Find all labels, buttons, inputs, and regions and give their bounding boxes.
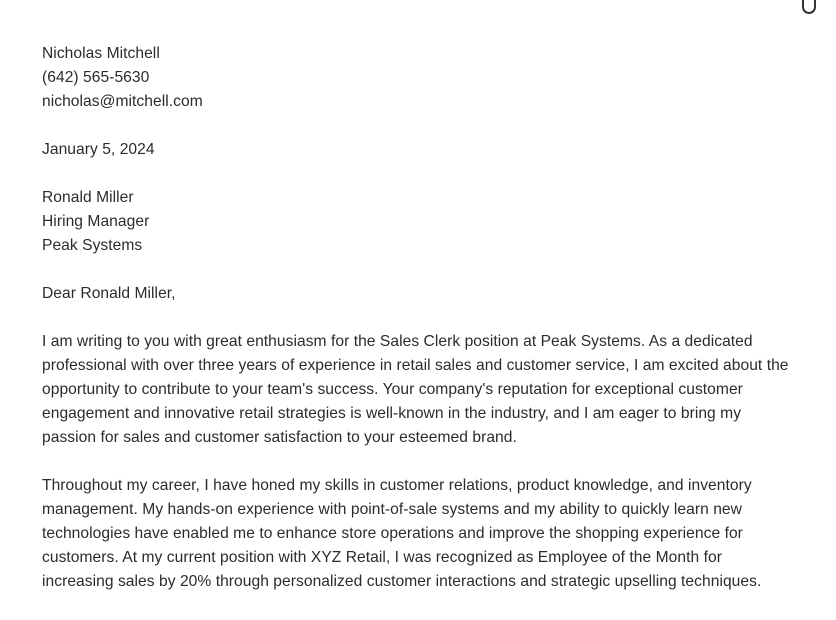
- spacer: [42, 258, 792, 282]
- sender-phone: (642) 565-5630: [42, 69, 150, 86]
- recipient-company: Peak Systems: [42, 237, 143, 254]
- spacer: [42, 114, 792, 138]
- letter-date: January 5, 2024: [42, 141, 155, 158]
- spacer: [42, 450, 792, 474]
- body-paragraph-2: Throughout my career, I have honed my skills in customer relations, product knowledge, and inventory management. My hands-on experience with point-of-sale systems and my ability to quickly learn new technologies have enabled me to enhance store operations and improve the shopping experience for customers. At my current position with XYZ Retail, I was recognized as Employee of the Month for increasing sales by 20% through personalized customer interactions and strategic upselling techniques.: [42, 477, 762, 590]
- sender-block: [42, 42, 792, 114]
- salutation: Dear Ronald Miller,: [42, 285, 176, 302]
- spacer: [42, 162, 792, 186]
- partial-icon: [802, 0, 816, 14]
- cover-letter: [42, 42, 792, 594]
- recipient-block: [42, 186, 792, 258]
- spacer: [42, 306, 792, 330]
- body-paragraph-1: I am writing to you with great enthusiasm for the Sales Clerk position at Peak Systems. As a dedicated professional with over three years of experience in retail sales and customer service, I am excited about the opportunity to contribute to your team's success. Your company's reputation for exceptional customer engagement and innovative retail strategies is well-known in the industry, and I am eager to bring my passion for sales and customer satisfaction to your esteemed brand.: [42, 333, 789, 446]
- recipient-name: Ronald Miller: [42, 189, 134, 206]
- sender-email: nicholas@mitchell.com: [42, 93, 203, 110]
- sender-name: Nicholas Mitchell: [42, 45, 160, 62]
- recipient-title: Hiring Manager: [42, 213, 150, 230]
